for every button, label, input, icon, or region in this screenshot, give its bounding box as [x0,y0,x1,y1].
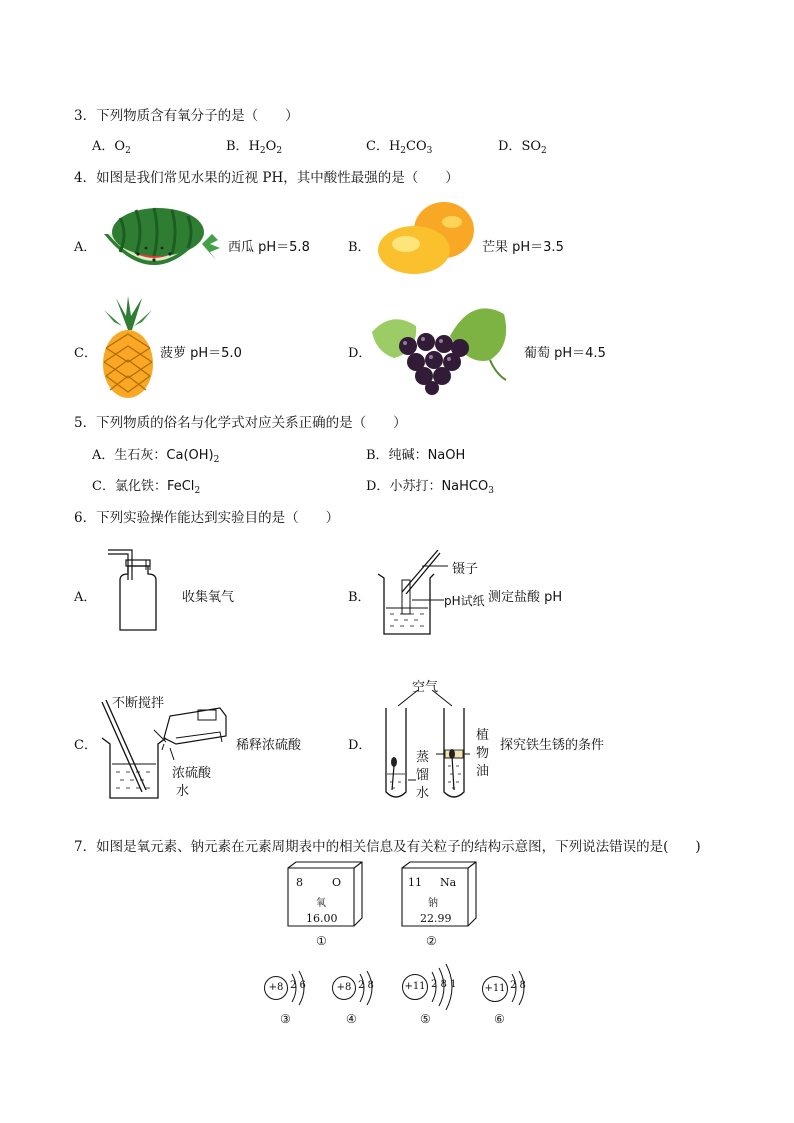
q6-ph-paper-label: pH试纸 [444,594,485,608]
q6-distilled-label-1: 蒸 [416,750,430,765]
mango-icon [374,200,480,278]
oxygen-number: 8 [296,876,303,889]
q6-stem: 6．下列实验操作能达到实验目的是（ ） [74,510,340,526]
marker-6: ⑥ [494,1012,505,1026]
grapes-icon [372,296,514,396]
particle-6: +11 2 8 [480,966,540,1010]
q6-option-c-caption: 稀释浓硫酸 [236,738,302,753]
q4-option-b-label: 芒果 pH＝3.5 [482,240,564,255]
q6-option-d-letter: D． [348,738,372,753]
q3-option-a: A．$O_2$ [92,139,131,156]
q3-option-b: B．$H_2O_2$ [226,139,283,156]
nucleus-5: +11 [402,974,428,1000]
sodium-name: 钠 [428,898,438,909]
q6-option-b-letter: B． [348,590,371,605]
q6-option-c-letter: C． [74,738,97,753]
q5-stem: 5．下列物质的俗名与化学式对应关系正确的是（ ） [74,415,407,431]
q6-option-a-letter: A． [74,590,97,605]
nucleus-4: +8 [332,976,356,1000]
q6-tweezers-label: 镊子 [452,562,479,577]
nucleus-6: +11 [482,976,508,1002]
q7-stem: 7．如图是氧元素、钠元素在元素周期表中的相关信息及有关粒子的结构示意图，下列说法错误的是( ) [74,839,701,855]
q6-acid-label: 浓硫酸 [172,766,212,781]
marker-2: ② [426,934,437,948]
watermelon-icon [98,204,224,284]
q4-option-c-label: 菠萝 pH＝5.0 [160,346,242,361]
oxygen-symbol: O [332,876,342,889]
q6-water-label: 水 [176,784,190,799]
particle-5: +11 2 8 1 [400,962,470,1012]
marker-4: ④ [346,1012,357,1026]
q3-stem: 3．下列物质含有氧分子的是（ ） [74,108,299,124]
marker-1: ① [316,934,327,948]
sodium-symbol: Na [440,876,457,889]
oxygen-mass: 16.00 [306,912,338,925]
q6-distilled-label-3: 水 [416,786,430,801]
q4-option-d-label: 葡萄 pH＝4.5 [524,346,606,361]
q3-option-d: D．$SO_2$ [498,139,547,156]
q6-option-b-caption: 测定盐酸 pH [488,590,563,605]
pineapple-icon [96,296,160,400]
q6-oil-label-2: 物 [476,746,490,761]
q5-option-a: A．生石灰：$Ca(OH)_2$ [92,448,220,465]
oxygen-name: 氧 [316,898,326,909]
q4-option-c-letter: C． [74,346,97,361]
marker-3: ③ [280,1012,291,1026]
q6-oil-label-1: 植 [476,728,490,743]
particle-3: +8 2 6 [262,968,322,1008]
q3-option-c: C．$H_2CO_3$ [366,139,433,156]
q6-oil-label-3: 油 [476,764,490,779]
sodium-number: 11 [408,876,422,889]
marker-5: ⑤ [420,1012,431,1026]
q5-option-c: C．氯化铁：FeCl$_2$ [92,479,201,496]
sodium-mass: 22.99 [420,912,452,925]
gas-bottle-diagram [106,544,164,636]
q4-stem: 4．如图是我们常见水果的近视 PH，其中酸性最强的是（ ） [74,170,459,186]
q5-option-d: D．小苏打：NaHCO$_3$ [366,479,494,496]
q6-stir-label: 不断搅拌 [112,696,165,711]
q5-option-b: B．纯碱：NaOH [366,448,466,463]
q4-option-a-letter: A． [74,240,97,255]
q6-distilled-label-2: 馏 [416,768,430,783]
q6-air-label: 空气 [412,680,439,695]
q6-option-d-caption: 探究铁生锈的条件 [500,738,605,753]
q6-option-a-caption: 收集氧气 [182,590,235,605]
q4-option-a-label: 西瓜 pH＝5.8 [228,240,310,255]
particle-4: +8 2 8 [330,968,390,1008]
q4-option-d-letter: D． [348,346,372,361]
q4-option-b-letter: B． [348,240,371,255]
nucleus-3: +8 [264,976,288,1000]
